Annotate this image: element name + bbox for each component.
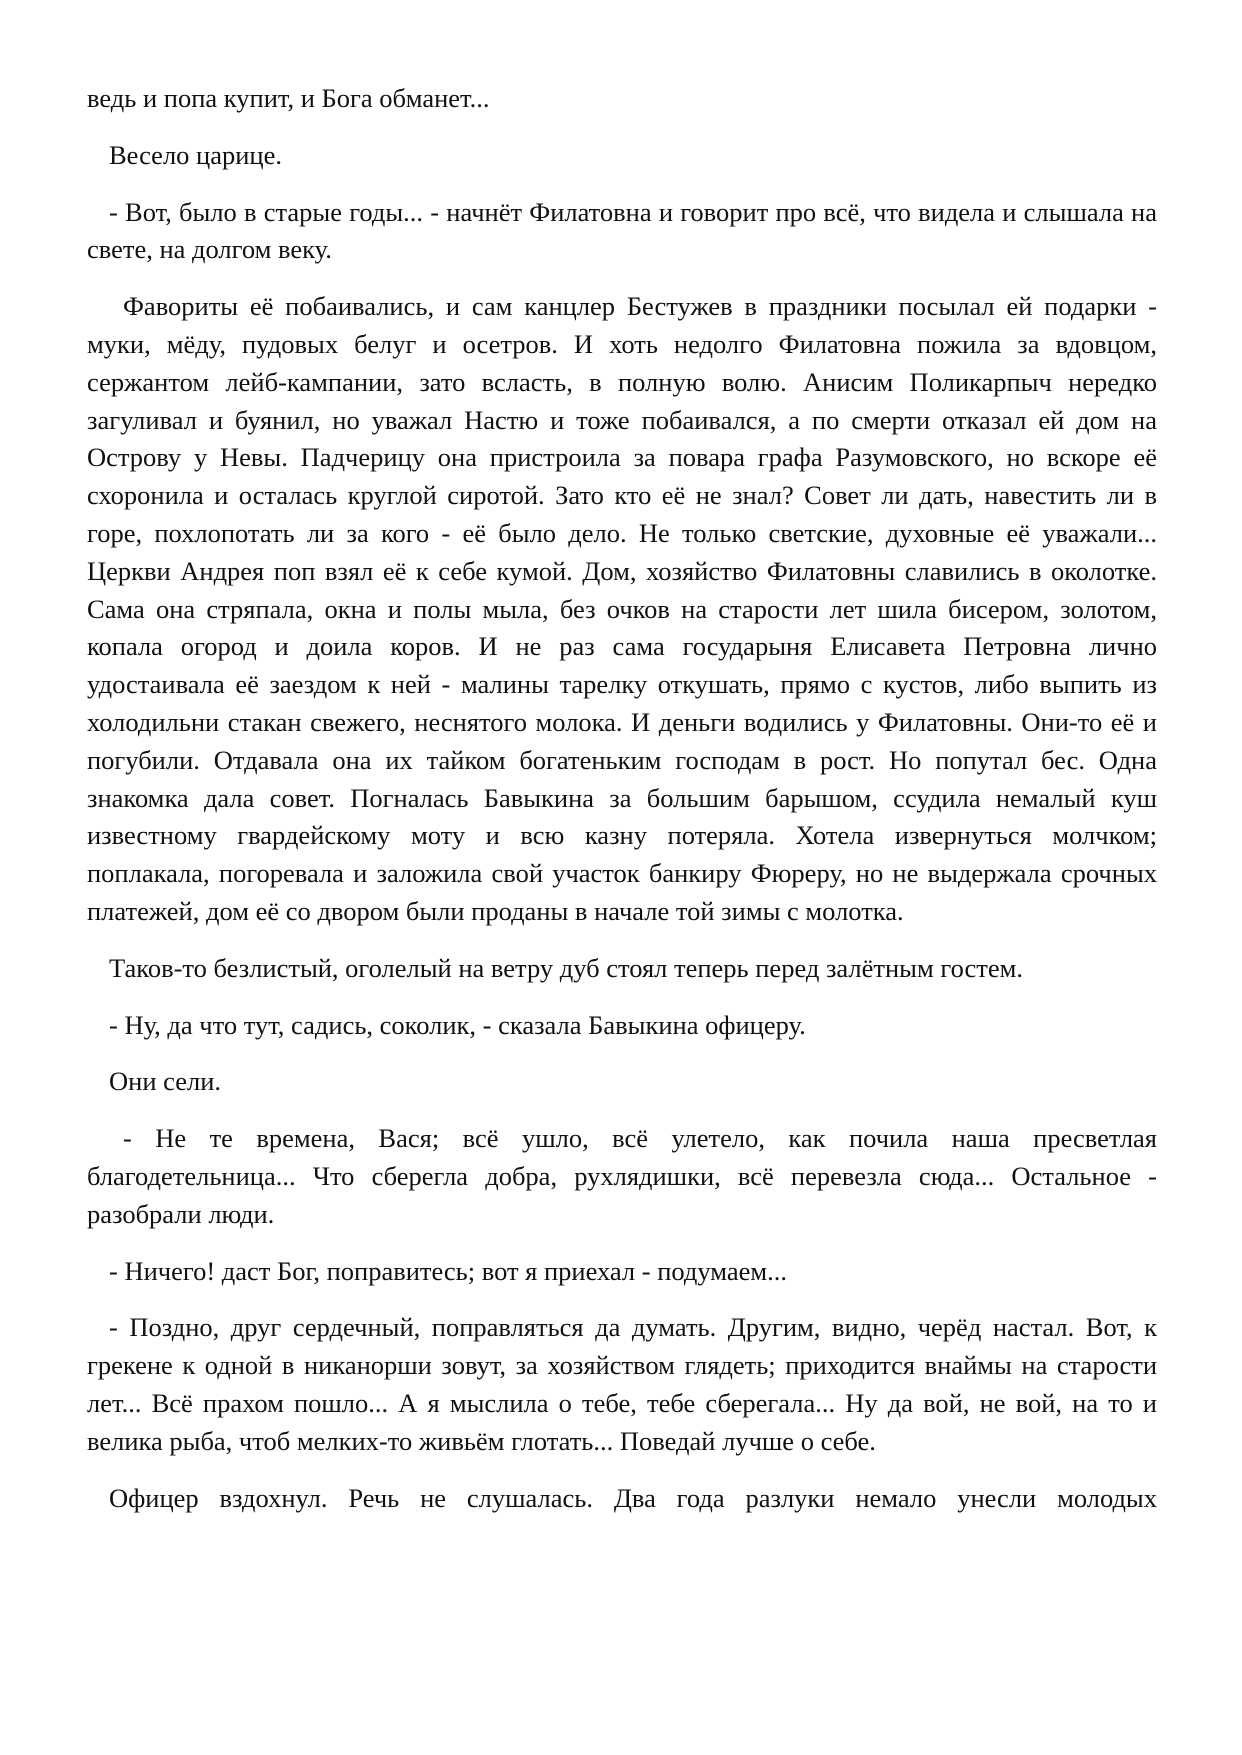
paragraph-2: Весело царице. [109, 139, 282, 170]
document-page [87, 80, 1157, 1536]
paragraph-9: - Ничего! даст Бог, поправитесь; вот я приехал - подумаем... [109, 1255, 788, 1286]
paragraph-1: ведь и попа купит, и Бога обманет... [87, 83, 490, 113]
paragraph-8: - Не те времена, Вася; всё ушло, всё улетело, как почила наша пресветлая благодетельница... Что сберегла добра, рухлядишки, всё перевезла сюда... Остальное - разобрали люди. [87, 1123, 1157, 1229]
paragraph-7: Они сели. [109, 1066, 222, 1097]
paragraph-4: Фавориты её побаивались, и сам канцлер Бестужев в праздники посылал ей подарки - муки, мёду, пудовых белуг и осетров. И хоть недолго Филатовна пожила за вдовцом, сержантом лейб-кампании, зато всласть, в полную волю. Анисим Поликарпыч нередко загуливал и буянил, но уважал Настю и тоже побаивался, а по смерти отказал ей дом на Острову у Невы. Падчерицу она пристроила за повара графа Разумовского, но вскоре её схоронила и осталась круглой сиротой. Зато кто её не знал? Совет ли дать, навестить ли в горе, похлопотать ли за кого - её было дело. Не только светские, духовные её уважали... Церкви Андрея поп взял её к себе кумой. Дом, хозяйство Филатовны славились в околотке. Сама она стряпала, окна и полы мыла, без очков на старости лет шила бисером, золотом, копала огород и доила коров. И не раз сама государыня Елисавета Петровна лично удостаивала её заездом к ней - малины тарелку откушать, прямо с кустов, либо выпить из холодильни стакан свежего, неснятого молока. И деньги водились у Филатовны. Они-то её и погубили. Отдавала она их тайком богатеньким господам в рост. Но попутал бес. Одна знакомка дала совет. Погналась Бавыкина за большим барышом, ссудила немалый куш известному гвардейскому моту и всю казну потеряла. Хотела извернуться молчком; поплакала, погоревала и заложила свой участок банкиру Фюреру, но не выдержала срочных платежей, дом её со двором были проданы в начале той зимы с молотка. [87, 291, 1157, 926]
paragraph-5: Таков-то безлистый, оголелый на ветру дуб стоял теперь перед залётным гостем. [109, 952, 1023, 983]
paragraph-6: - Ну, да что тут, садись, соколик, - сказала Бавыкина офицеру. [109, 1009, 806, 1040]
paragraph-11: Офицер вздохнул. Речь не слушалась. Два года разлуки немало унесли молодых [109, 1482, 1157, 1513]
paragraph-3: - Вот, было в старые годы... - начнёт Филатовна и говорит про всё, что видела и слышала на свете, на долгом веку. [87, 196, 1157, 265]
paragraph-10: - Поздно, друг сердечный, поправляться да думать. Другим, видно, черёд настал. Вот, к грекене к одной в никанорши зовут, за хозяйством глядеть; приходится внаймы на старости лет... Всё прахом пошло... А я мыслила о тебе, тебе сберегала... Ну да вой, не вой, на то и велика рыба, чтоб мелких-то живьём глотать... Поведай лучше о себе. [87, 1312, 1157, 1456]
